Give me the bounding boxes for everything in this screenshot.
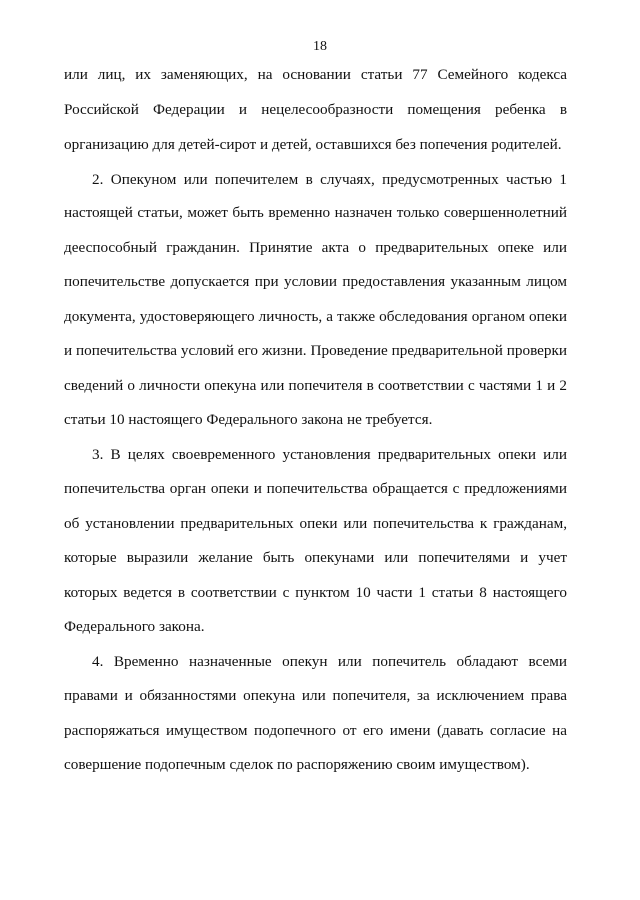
text-line: статьи 10 настоящего Федерального закона не требуется. <box>64 411 433 428</box>
text-line: 3. В целях своевременного установления предварительных опеки или <box>92 446 567 463</box>
text-line: совершение подопечным сделок по распоряжению своим имуществом). <box>64 756 530 773</box>
text-line: сведений о личности опекуна или попечителя в соответствии с частями 1 и 2 <box>64 377 567 394</box>
text-line: Российской Федерации и нецелесообразности помещения ребенка в <box>64 101 567 118</box>
text-line: дееспособный гражданин. Принятие акта о предварительных опеке или <box>64 239 567 256</box>
text-line: организацию для детей-сирот и детей, оставшихся без попечения родителей. <box>64 136 562 153</box>
text-line: которых ведется в соответствии с пунктом 10 части 1 статьи 8 настоящего <box>64 584 567 601</box>
text-line: попечительстве допускается при условии предоставления указанным лицом <box>64 273 567 290</box>
text-line: которые выразили желание быть опекунами или попечителями и учет <box>64 549 567 566</box>
text-line: документа, удостоверяющего личность, а также обследования органом опеки <box>64 308 567 325</box>
text-line: 2. Опекуном или попечителем в случаях, предусмотренных частью 1 <box>92 171 567 188</box>
text-line: 4. Временно назначенные опекун или попечитель обладают всеми <box>92 653 567 670</box>
text-line: попечительства орган опеки и попечительства обращается с предложениями <box>64 480 567 497</box>
text-line: настоящей статьи, может быть временно назначен только совершеннолетний <box>64 204 567 221</box>
page-number: 18 <box>313 39 327 54</box>
text-line: распоряжаться имуществом подопечного от его имени (давать согласие на <box>64 722 567 739</box>
text-line: Федерального закона. <box>64 618 205 635</box>
text-line: правами и обязанностями опекуна или попечителя, за исключением права <box>64 687 567 704</box>
text-line: или лиц, их заменяющих, на основании статьи 77 Семейного кодекса <box>64 66 567 83</box>
text-line: и попечительства условий его жизни. Проведение предварительной проверки <box>64 342 567 359</box>
text-line: об установлении предварительных опеки или попечительства к гражданам, <box>64 515 567 532</box>
